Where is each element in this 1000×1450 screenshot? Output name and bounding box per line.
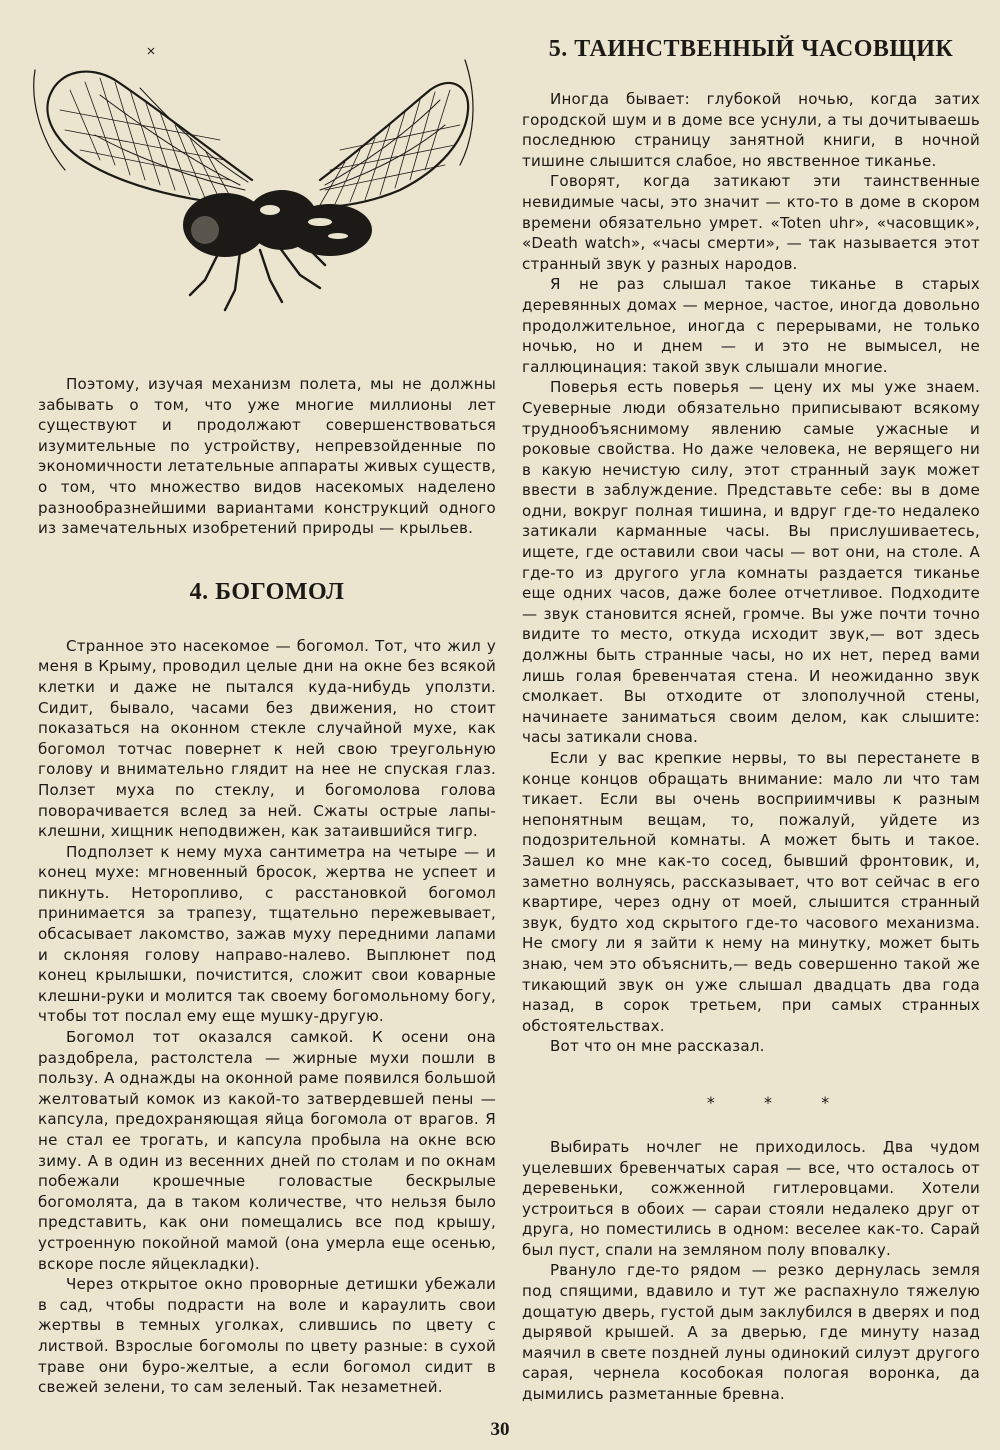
left-column	[38, 40, 496, 1398]
section-separator: * * *	[706, 1092, 852, 1112]
paragraph: Рвануло где-то рядом — резко дернулась земля под спящими, вдавило и тут же распахнуло тяжелую дощатую дверь, густой дым заклубился в дверях и под дырявой крышей. А за дверью, где минуту назад маячил в свете поздней луны одинокий силуэт другого сарая, чернела кособокая пологая воронка, да дымились разметанные бревна.	[522, 1261, 980, 1404]
paragraph: Поэтому, изучая механизм полета, мы не должны забывать о том, что уже многие миллионы лет существуют и продолжают совершенствоваться изумительные по устройству, непревзойденные по экономичности летательные аппараты живых существ, о том, что множество видов насекомых наделено разнообразнейшими вариантами конструкций одного из замечательных изобретений природы — крыльев.	[38, 375, 496, 538]
flying-insect-illustration	[20, 40, 478, 340]
paragraph: Если у вас крепкие нервы, то вы перестанете в конце концов обращать внимание: мало ли что там тикает. Если вы очень восприимчивы к разным непонятным вещам, то, пожалуй, уйдете из подозрительной комнаты. А может быть и такое. Зашел ко мне как-то сосед, бывший фронтовик, и, заметно волнуясь, рассказывает, что вот сейчас в его квартире, через одну от моей, слышится странный звук, будто ход скрытого где-то часового механизма. Не смогу ли я зайти к нему на минутку, может быть знаю, чем это объяснить,— ведь совершенно такой же тикающий звук он уже слышал двадцать два года назад, в сорок третьем, при самых странных обстоятельствах.	[522, 749, 980, 1035]
story-text	[522, 1137, 980, 1405]
paragraph: Вот что он мне рассказал.	[550, 1037, 765, 1056]
chapter-title-watchmaker: 5. ТАИНСТВЕННЫЙ ЧАСОВЩИК	[548, 36, 954, 62]
paragraph: Говорят, когда затикают эти таинственные невидимые часы, это значит — кто-то в доме в скором времени обязательно умрет. «Toten uhr», «часовщик», «Death watch», «часы смерти», — так называется этот странный звук у разных народов.	[522, 172, 980, 273]
paragraph: Я не раз слышал такое тиканье в старых деревянных домах — мерное, частое, иногда довольно продолжительное, иногда с перерывами, не только ночью, но и днем — и это не вымысел, не галлюцинация: такой звук слышали многие.	[522, 275, 980, 376]
paragraph: Странное это насекомое — богомол. Тот, что жил у меня в Крыму, проводил целые дни на окне без всякой клетки и даже не пытался куда-нибудь уползти. Сидит, бывало, часами без движения, но стоит показаться на оконном стекле случайной мухе, как богомол тотчас повернет к ней свою треугольную голову и внимательно глядит на нее не спуская глаз. Ползет муха по стеклу, и богомолова голова поворачивается вслед за ней. Сжаты острые лапы-клешни, хищник неподвижен, как затаившийся тигр.	[38, 636, 496, 841]
paragraph: Иногда бывает: глубокой ночью, когда затих городской шум и в доме все уснули, а ты дочитываешь последнюю страницу занятной книги, в ночной тишине слышится слабое, но явственное тиканье.	[522, 90, 980, 170]
mantis-text	[38, 636, 496, 1398]
paragraph: Поверья есть поверья — цену их мы уже знаем. Суеверные люди обязательно приписывают всякому труднообъяснимому явлению самые ужасные и роковые свойства. Но даже человека, не верящего ни в какую нечистую силу, этот странный заук может ввести в заблуждение. Представьте себе: вы в доме одни, вокруг полная тишина, и вдруг где-то недалеко затикали карманные часы. Вы прислушиваетесь, ищете, где оставили свои часы — вот они, на столе. А где-то из другого угла комнаты раздается тиканье еще одних часов, даже более отчетливое. Подходите — звук становится ясней, громче. Вы уже почти точно видите то место, откуда исходит звук,— вот здесь должны быть странные часы, но их нет, перед вами лишь голая бревенчатая стена. И неожиданно звук смолкает. Вы отходите от злополучной стены, начинаете заниматься своим делом, как слышите: часы затикали снова.	[522, 378, 980, 747]
intro-text	[38, 374, 496, 539]
paragraph: Выбирать ночлег не приходилось. Два чудом уцелевших бревенчатых сарая — все, что осталось от деревеньки, сожженной гитлеровцами. Хотели устроиться в обоих — сараи стояли недалеко друг от друга, но поместились в одном: веселее как-то. Сарай был пуст, спали на земляном полу вповалку.	[522, 1137, 980, 1259]
paragraph: Подползет к нему муха сантиметра на четыре — и конец мухе: мгновенный бросок, жертва не успеет и пикнуть. Неторопливо, с расстановкой богомол принимается за трапезу, тщательно пережевывает, обсасывает лакомство, зажав муху передними лапами и склоняя голову направо-налево. Выплюнет под конец крылышки, почистится, сложит свои коварные клешни-руки и молится так своему богомольному богу, чтобы тот послал ему еще мушку-другую.	[38, 842, 496, 1026]
right-column	[522, 30, 980, 1405]
paragraph: Через открытое окно проворные детишки убежали в сад, чтобы подрасти на воле и караулить свои жертвы в темных уголках, слившись по цвету с листвой. Взрослые богомолы по цвету разные: в сухой траве они буро-желтые, а если богомол сидит в свежей зелени, то сам зеленый. Так незаметней.	[38, 1275, 496, 1397]
paragraph: Богомол тот оказался самкой. К осени она раздобрела, растолстела — жирные мухи пошли в пользу. А однажды на оконной раме появился большой желтоватый комок из какой-то затвердевшей пены — капсула, предохраняющая яйца богомола от врагов. Я не стал ее трогать, и капсула пробыла на окне всю зиму. А в один из весенних дней по столам и по окнам побежали крошечные головастые бескрылые богомолята, да в таком количестве, что нельзя было представить, как они помещались все под крышу, устроенную покойной мамой (она умерла еще осенью, вскоре после яйцекладки).	[38, 1028, 496, 1273]
page-number: 30	[490, 1419, 510, 1440]
watchmaker-text	[522, 89, 980, 1057]
chapter-title-mantis: 4. БОГОМОЛ	[189, 578, 345, 605]
